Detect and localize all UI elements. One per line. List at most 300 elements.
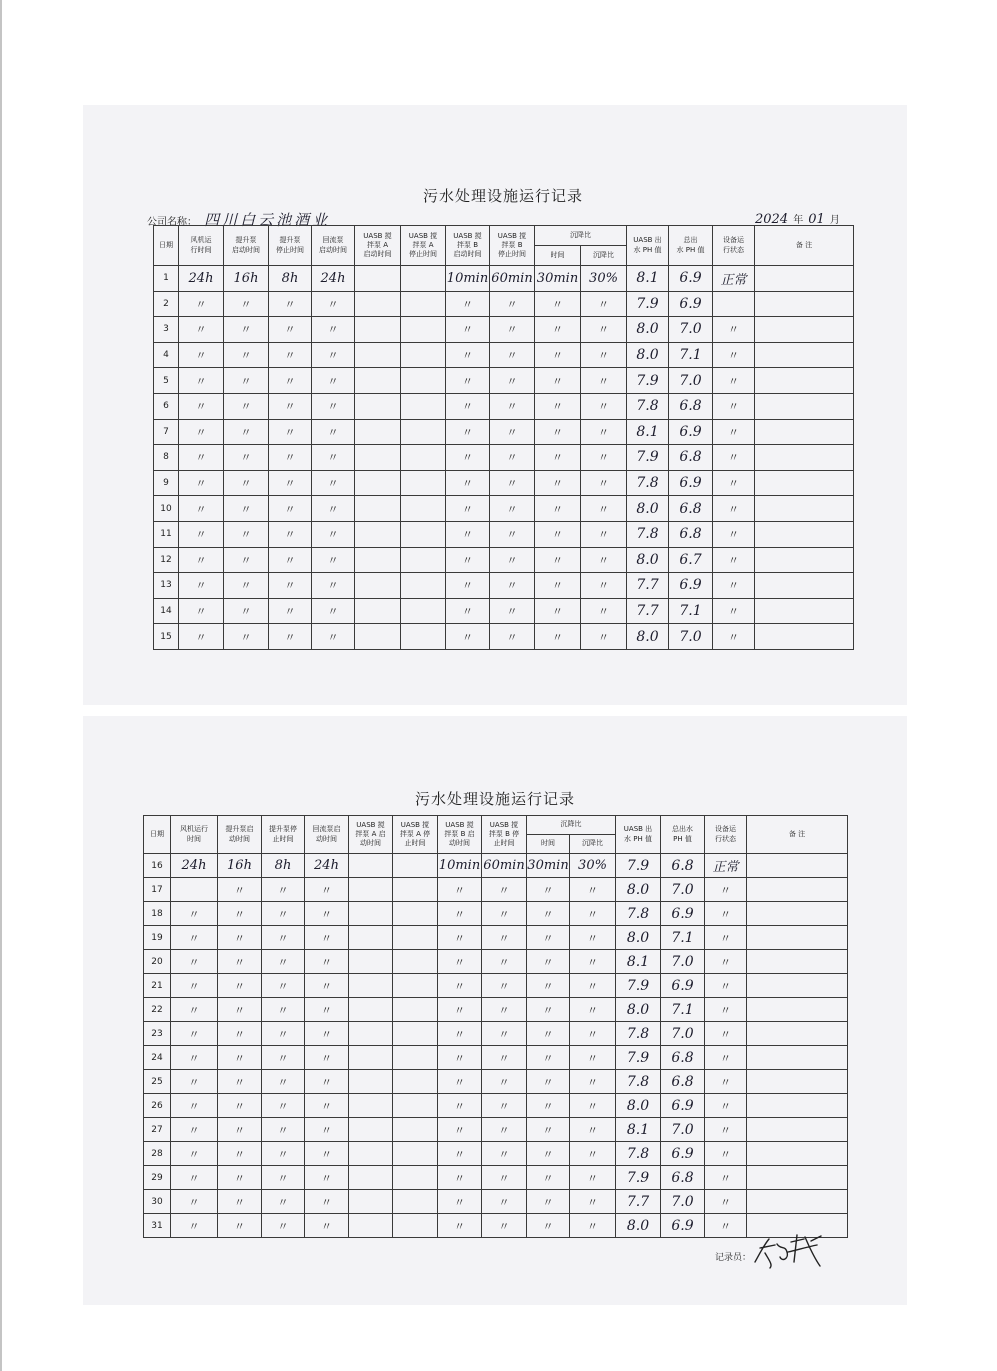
lift-pump-stop-cell: 〃 [262,974,305,998]
record-row [144,926,848,950]
equipment-status-cell: 〃 [705,1046,747,1070]
signature [751,1232,823,1270]
remarks-cell [755,393,854,419]
date-cell: 22 [144,998,171,1022]
uasb-effluent-ph-cell: 8.0 [627,496,669,522]
equipment-status-cell: 〃 [713,317,755,343]
equipment-status-cell: 〃 [705,878,747,902]
return-pump-start-cell: 〃 [305,1190,349,1214]
total-effluent-ph-cell: 7.0 [669,624,713,650]
table-body [154,266,854,650]
total-effluent-ph-cell: 6.8 [661,1070,705,1094]
year-value: 2024 [755,212,789,227]
uasb-pump-b-start-cell: 〃 [438,974,482,998]
return-pump-start-cell: 〃 [305,1070,349,1094]
remarks-cell [755,624,854,650]
fan-runtime-cell: 〃 [179,573,224,599]
lift-pump-stop-cell: 〃 [269,368,312,394]
lift-pump-stop-cell: 〃 [262,878,305,902]
date-cell: 4 [154,342,179,368]
settling-ratio-cell: 〃 [570,1094,616,1118]
uasb-pump-b-stop-cell: 〃 [482,1094,527,1118]
uasb-pump-b-start-cell: 〃 [438,998,482,1022]
settling-time-cell: 〃 [535,470,581,496]
fan-runtime-cell: 〃 [171,1094,218,1118]
uasb-pump-a-start-cell [349,1214,393,1238]
date-cell: 5 [154,368,179,394]
uasb-pump-b-stop-cell: 〃 [482,1214,527,1238]
uasb-effluent-ph-cell: 7.8 [627,393,669,419]
remarks-cell [747,854,848,878]
uasb-effluent-ph-cell: 7.8 [616,1142,661,1166]
total-effluent-ph-cell: 6.8 [669,393,713,419]
fan-runtime-header: 风机运 行时间 [179,226,224,266]
lift-pump-start-cell: 〃 [218,926,262,950]
return-pump-start-cell: 〃 [312,598,355,624]
uasb-pump-b-start-cell: 〃 [438,902,482,926]
uasb-pump-b-stop-cell: 〃 [490,496,535,522]
remarks-cell [755,342,854,368]
uasb-pump-b-start-cell: 10min [446,266,490,292]
record-row [154,342,854,368]
document-title: 污水处理设施运行记录 [414,790,575,808]
return-pump-start-cell: 〃 [312,419,355,445]
uasb-pump-a-start-cell [349,1190,393,1214]
uasb-effluent-ph-cell: 7.7 [627,598,669,624]
uasb-pump-b-stop-cell: 〃 [482,1190,527,1214]
settling-ratio-cell: 〃 [581,470,627,496]
lift-pump-start-cell: 〃 [224,496,269,522]
uasb-pump-b-stop-cell: 60min [490,266,535,292]
lift-pump-stop-cell: 〃 [269,573,312,599]
date-cell: 15 [154,624,179,650]
lift-pump-stop-header: 提升泵 停止时间 [269,226,312,266]
fan-runtime-cell: 〃 [171,1022,218,1046]
lift-pump-stop-cell: 〃 [269,342,312,368]
remarks-cell [747,902,848,926]
uasb-pump-a-stop-cell [401,445,446,471]
settling-ratio-cell: 〃 [581,393,627,419]
uasb-pump-a-stop-cell [393,1190,438,1214]
lift-pump-start-cell: 〃 [224,573,269,599]
uasb-pump-a-stop-cell [401,393,446,419]
settling-time-cell: 〃 [535,496,581,522]
lift-pump-start-cell: 〃 [224,445,269,471]
uasb-pump-a-start-cell [349,1142,393,1166]
date-cell: 23 [144,1022,171,1046]
uasb-pump-b-stop-cell: 〃 [482,974,527,998]
settling-time-cell: 〃 [527,926,570,950]
uasb-pump-a-start-cell [349,998,393,1022]
uasb-pump-b-start-cell: 〃 [446,342,490,368]
date-header: 日期 [144,816,171,854]
remarks-cell [755,521,854,547]
equipment-status-cell: 〃 [713,419,755,445]
settling-time-cell: 〃 [527,1070,570,1094]
record-row [154,598,854,624]
settling-ratio-cell: 〃 [570,1070,616,1094]
lift-pump-start-cell: 〃 [218,950,262,974]
uasb-pump-b-stop-cell: 〃 [490,598,535,624]
record-row [144,902,848,926]
date-cell: 27 [144,1118,171,1142]
date-cell: 7 [154,419,179,445]
record-row [144,1118,848,1142]
uasb-pump-b-stop-cell: 〃 [482,878,527,902]
uasb-effluent-ph-header: UASB 出 水 PH 值 [616,816,661,854]
settling-ratio-cell: 〃 [581,445,627,471]
return-pump-start-cell: 〃 [305,1214,349,1238]
uasb-pump-a-start-cell [349,1070,393,1094]
uasb-pump-b-start-cell: 〃 [446,291,490,317]
return-pump-start-cell: 〃 [305,1094,349,1118]
settling-ratio-cell: 30% [581,266,627,292]
return-pump-start-cell: 〃 [312,624,355,650]
settling-ratio-cell: 〃 [581,317,627,343]
settling-time-cell: 〃 [527,1214,570,1238]
settling-time-cell: 〃 [527,1166,570,1190]
month-label: 月 [829,215,840,226]
uasb-pump-a-stop-cell [393,1094,438,1118]
uasb-pump-a-stop-cell [393,1214,438,1238]
return-pump-start-cell: 24h [305,854,349,878]
total-effluent-ph-cell: 6.7 [669,547,713,573]
lift-pump-start-cell: 〃 [218,974,262,998]
record-row [144,1046,848,1070]
fan-runtime-cell: 〃 [171,1166,218,1190]
date-cell: 9 [154,470,179,496]
return-pump-start-cell: 〃 [305,926,349,950]
remarks-cell [755,419,854,445]
uasb-pump-a-start-cell [349,1118,393,1142]
return-pump-start-cell: 〃 [305,1118,349,1142]
remarks-cell [747,998,848,1022]
remarks-cell [747,1190,848,1214]
equipment-status-cell: 〃 [713,470,755,496]
uasb-effluent-ph-cell: 8.0 [616,1094,661,1118]
company-name: 四川白云池酒业 [204,211,331,229]
lift-pump-start-cell: 〃 [224,624,269,650]
uasb-pump-a-start-cell [355,266,401,292]
equipment-status-cell: 〃 [713,496,755,522]
date-cell: 16 [144,854,171,878]
settling-ratio-cell: 〃 [581,521,627,547]
settling-ratio-cell: 〃 [570,974,616,998]
settling-time-cell: 〃 [527,1118,570,1142]
equipment-status-cell: 〃 [705,998,747,1022]
header-row [144,816,848,835]
lift-pump-stop-cell: 〃 [262,1142,305,1166]
date-cell: 20 [144,950,171,974]
date-cell: 29 [144,1166,171,1190]
uasb-effluent-ph-cell: 8.0 [627,624,669,650]
settling-ratio-cell: 〃 [570,1214,616,1238]
uasb-pump-b-start-cell: 〃 [446,393,490,419]
lift-pump-stop-cell: 〃 [262,1022,305,1046]
settling-time-header: 时间 [527,835,570,854]
remarks-cell [747,1094,848,1118]
equipment-status-cell: 〃 [705,1214,747,1238]
table-header [144,816,848,854]
uasb-pump-b-stop-cell: 〃 [490,393,535,419]
return-pump-start-cell: 〃 [305,902,349,926]
uasb-pump-a-stop-cell [401,342,446,368]
uasb-pump-b-stop-cell: 〃 [490,470,535,496]
fan-runtime-cell: 〃 [171,998,218,1022]
equipment-status-header: 设备运 行状态 [713,226,755,266]
return-pump-start-cell: 〃 [305,974,349,998]
equipment-status-cell: 〃 [713,573,755,599]
settling-time-cell: 〃 [535,598,581,624]
total-effluent-ph-cell: 7.0 [661,1118,705,1142]
uasb-effluent-ph-cell: 7.8 [616,902,661,926]
uasb-pump-b-stop-cell: 〃 [482,1070,527,1094]
lift-pump-stop-cell: 〃 [269,317,312,343]
date-cell: 31 [144,1214,171,1238]
fan-runtime-cell: 〃 [171,950,218,974]
lift-pump-stop-cell: 〃 [269,521,312,547]
uasb-pump-a-start-cell [349,902,393,926]
uasb-pump-b-start-cell: 〃 [446,445,490,471]
return-pump-start-cell: 〃 [312,573,355,599]
remarks-cell [755,291,854,317]
uasb-pump-b-start-cell: 〃 [438,1046,482,1070]
return-pump-start-cell: 〃 [312,496,355,522]
settling-ratio-cell: 〃 [570,1118,616,1142]
total-effluent-ph-cell: 6.9 [669,266,713,292]
uasb-pump-a-start-cell [355,573,401,599]
total-effluent-ph-cell: 7.0 [661,1022,705,1046]
equipment-status-cell: 〃 [713,368,755,394]
total-effluent-ph-cell: 7.0 [669,317,713,343]
remarks-cell [747,1022,848,1046]
date-cell: 17 [144,878,171,902]
lift-pump-stop-cell: 〃 [269,624,312,650]
equipment-status-cell: 〃 [705,926,747,950]
date-cell: 6 [154,393,179,419]
settling-time-cell: 〃 [535,393,581,419]
record-sheet-1 [83,105,907,705]
settling-time-cell: 〃 [535,317,581,343]
uasb-pump-a-start-cell [355,598,401,624]
uasb-pump-a-stop-cell [393,1166,438,1190]
settling-time-cell: 〃 [527,878,570,902]
uasb-pump-a-stop-cell [393,950,438,974]
settling-ratio-cell: 〃 [581,547,627,573]
fan-runtime-cell: 〃 [179,624,224,650]
year-label: 年 [793,215,804,226]
uasb-effluent-ph-cell: 7.8 [616,1022,661,1046]
settling-time-cell: 〃 [535,573,581,599]
recorder-label: 记录员： [715,1253,752,1263]
settling-ratio-cell: 30% [570,854,616,878]
date-cell: 30 [144,1190,171,1214]
uasb-pump-b-stop-cell: 〃 [482,950,527,974]
uasb-pump-a-start-cell [349,974,393,998]
uasb-effluent-ph-cell: 7.9 [616,854,661,878]
record-table [153,225,854,650]
settling-ratio-cell: 〃 [570,1190,616,1214]
fan-runtime-cell: 24h [171,854,218,878]
uasb-pump-a-start-cell [355,445,401,471]
uasb-effluent-ph-cell: 8.0 [616,878,661,902]
uasb-pump-b-stop-cell: 〃 [482,1046,527,1070]
uasb-pump-a-start-cell [355,291,401,317]
uasb-pump-a-stop-cell [401,496,446,522]
uasb-pump-b-stop-cell: 〃 [490,291,535,317]
record-row [154,547,854,573]
equipment-status-cell [713,291,755,317]
uasb-effluent-ph-cell: 8.1 [616,1118,661,1142]
record-row [154,317,854,343]
lift-pump-stop-header: 提升泵停 止时间 [262,816,305,854]
settling-header: 沉降比 [527,816,616,835]
return-pump-start-cell: 〃 [312,317,355,343]
uasb-pump-b-stop-header: UASB 搅 拌泵 B 停 止时间 [482,816,527,854]
uasb-pump-b-stop-header: UASB 搅 拌泵 B 停止时间 [490,226,535,266]
record-row [144,1190,848,1214]
settling-time-cell: 〃 [535,547,581,573]
total-effluent-ph-cell: 7.0 [661,1190,705,1214]
settling-time-cell: 30min [535,266,581,292]
uasb-pump-b-stop-cell: 〃 [490,317,535,343]
total-effluent-ph-cell: 7.0 [669,368,713,394]
table-header [154,226,854,266]
total-effluent-ph-cell: 6.9 [669,419,713,445]
date-cell: 13 [154,573,179,599]
settling-ratio-cell: 〃 [570,1142,616,1166]
uasb-pump-b-start-cell: 〃 [446,573,490,599]
total-effluent-ph-header: 总出水 PH 值 [661,816,705,854]
total-effluent-ph-cell: 6.9 [661,1214,705,1238]
uasb-pump-a-start-cell [355,342,401,368]
lift-pump-start-cell: 〃 [218,1046,262,1070]
record-row [154,470,854,496]
equipment-status-cell: 〃 [713,393,755,419]
remarks-cell [747,878,848,902]
total-effluent-ph-cell: 6.9 [669,291,713,317]
fan-runtime-cell: 〃 [171,1070,218,1094]
equipment-status-cell: 〃 [713,445,755,471]
uasb-pump-a-start-cell [355,317,401,343]
equipment-status-cell: 正常 [713,266,755,292]
settling-header: 沉降比 [535,226,627,246]
uasb-pump-a-start-cell [355,393,401,419]
record-row [144,950,848,974]
date-cell: 24 [144,1046,171,1070]
uasb-pump-b-stop-cell: 〃 [482,1166,527,1190]
uasb-pump-a-stop-cell [401,368,446,394]
uasb-pump-a-stop-cell [393,902,438,926]
lift-pump-stop-cell: 〃 [269,291,312,317]
fan-runtime-cell: 〃 [179,547,224,573]
uasb-pump-a-stop-cell [401,266,446,292]
date-cell: 10 [154,496,179,522]
return-pump-start-cell: 〃 [305,998,349,1022]
equipment-status-cell: 〃 [705,1094,747,1118]
total-effluent-ph-cell: 7.0 [661,878,705,902]
remarks-cell [755,368,854,394]
remarks-cell [747,950,848,974]
lift-pump-stop-cell: 〃 [269,393,312,419]
uasb-pump-a-stop-cell [393,878,438,902]
fan-runtime-cell: 〃 [171,902,218,926]
lift-pump-stop-cell: 〃 [269,598,312,624]
return-pump-start-cell: 〃 [305,878,349,902]
lift-pump-stop-cell: 8h [269,266,312,292]
uasb-pump-b-start-cell: 〃 [438,950,482,974]
record-row [144,974,848,998]
equipment-status-cell: 〃 [705,1022,747,1046]
return-pump-start-cell: 〃 [312,547,355,573]
remarks-cell [755,573,854,599]
uasb-effluent-ph-cell: 7.8 [627,470,669,496]
uasb-pump-a-start-header: UASB 搅 拌泵 A 启 动时间 [349,816,393,854]
uasb-pump-a-stop-cell [393,1118,438,1142]
uasb-pump-b-stop-cell: 〃 [482,926,527,950]
record-row [144,998,848,1022]
uasb-pump-a-stop-cell [393,974,438,998]
record-row [144,1022,848,1046]
uasb-pump-a-start-cell [349,950,393,974]
lift-pump-stop-cell: 〃 [262,1094,305,1118]
uasb-effluent-ph-cell: 8.0 [627,547,669,573]
uasb-pump-a-stop-header: UASB 搅 拌泵 A 停 止时间 [393,816,438,854]
uasb-effluent-ph-cell: 8.0 [616,998,661,1022]
equipment-status-cell: 〃 [705,1142,747,1166]
fan-runtime-cell: 〃 [179,368,224,394]
uasb-pump-a-stop-cell [401,521,446,547]
uasb-pump-b-stop-cell: 〃 [482,902,527,926]
lift-pump-start-cell: 〃 [224,598,269,624]
uasb-pump-b-stop-cell: 〃 [490,624,535,650]
document-title: 污水处理设施运行记录 [422,187,583,205]
return-pump-start-cell: 〃 [312,470,355,496]
uasb-pump-a-stop-cell [401,598,446,624]
return-pump-start-cell: 〃 [305,1046,349,1070]
table-body [144,854,848,1238]
uasb-pump-a-start-cell [349,1046,393,1070]
settling-ratio-cell: 〃 [570,950,616,974]
uasb-pump-a-stop-cell [393,1070,438,1094]
uasb-effluent-ph-cell: 7.8 [627,521,669,547]
record-row [154,445,854,471]
uasb-pump-a-stop-cell [401,573,446,599]
total-effluent-ph-cell: 6.8 [661,1166,705,1190]
total-effluent-ph-cell: 6.8 [669,521,713,547]
fan-runtime-cell: 〃 [179,317,224,343]
settling-time-cell: 〃 [535,368,581,394]
uasb-pump-b-stop-cell: 〃 [490,342,535,368]
settling-ratio-cell: 〃 [570,1046,616,1070]
remarks-cell [755,598,854,624]
fan-runtime-cell: 〃 [179,291,224,317]
uasb-pump-b-start-cell: 〃 [438,1166,482,1190]
settling-ratio-cell: 〃 [570,926,616,950]
remarks-cell [747,1142,848,1166]
uasb-effluent-ph-cell: 7.9 [616,1046,661,1070]
equipment-status-cell: 〃 [713,598,755,624]
equipment-status-cell: 〃 [705,902,747,926]
settling-time-cell: 〃 [527,1046,570,1070]
uasb-effluent-ph-cell: 8.1 [627,266,669,292]
uasb-pump-b-start-cell: 〃 [446,547,490,573]
remarks-cell [747,1118,848,1142]
lift-pump-start-cell: 〃 [218,1118,262,1142]
settling-ratio-cell: 〃 [570,878,616,902]
lift-pump-stop-cell: 〃 [262,926,305,950]
uasb-effluent-ph-cell: 7.7 [627,573,669,599]
